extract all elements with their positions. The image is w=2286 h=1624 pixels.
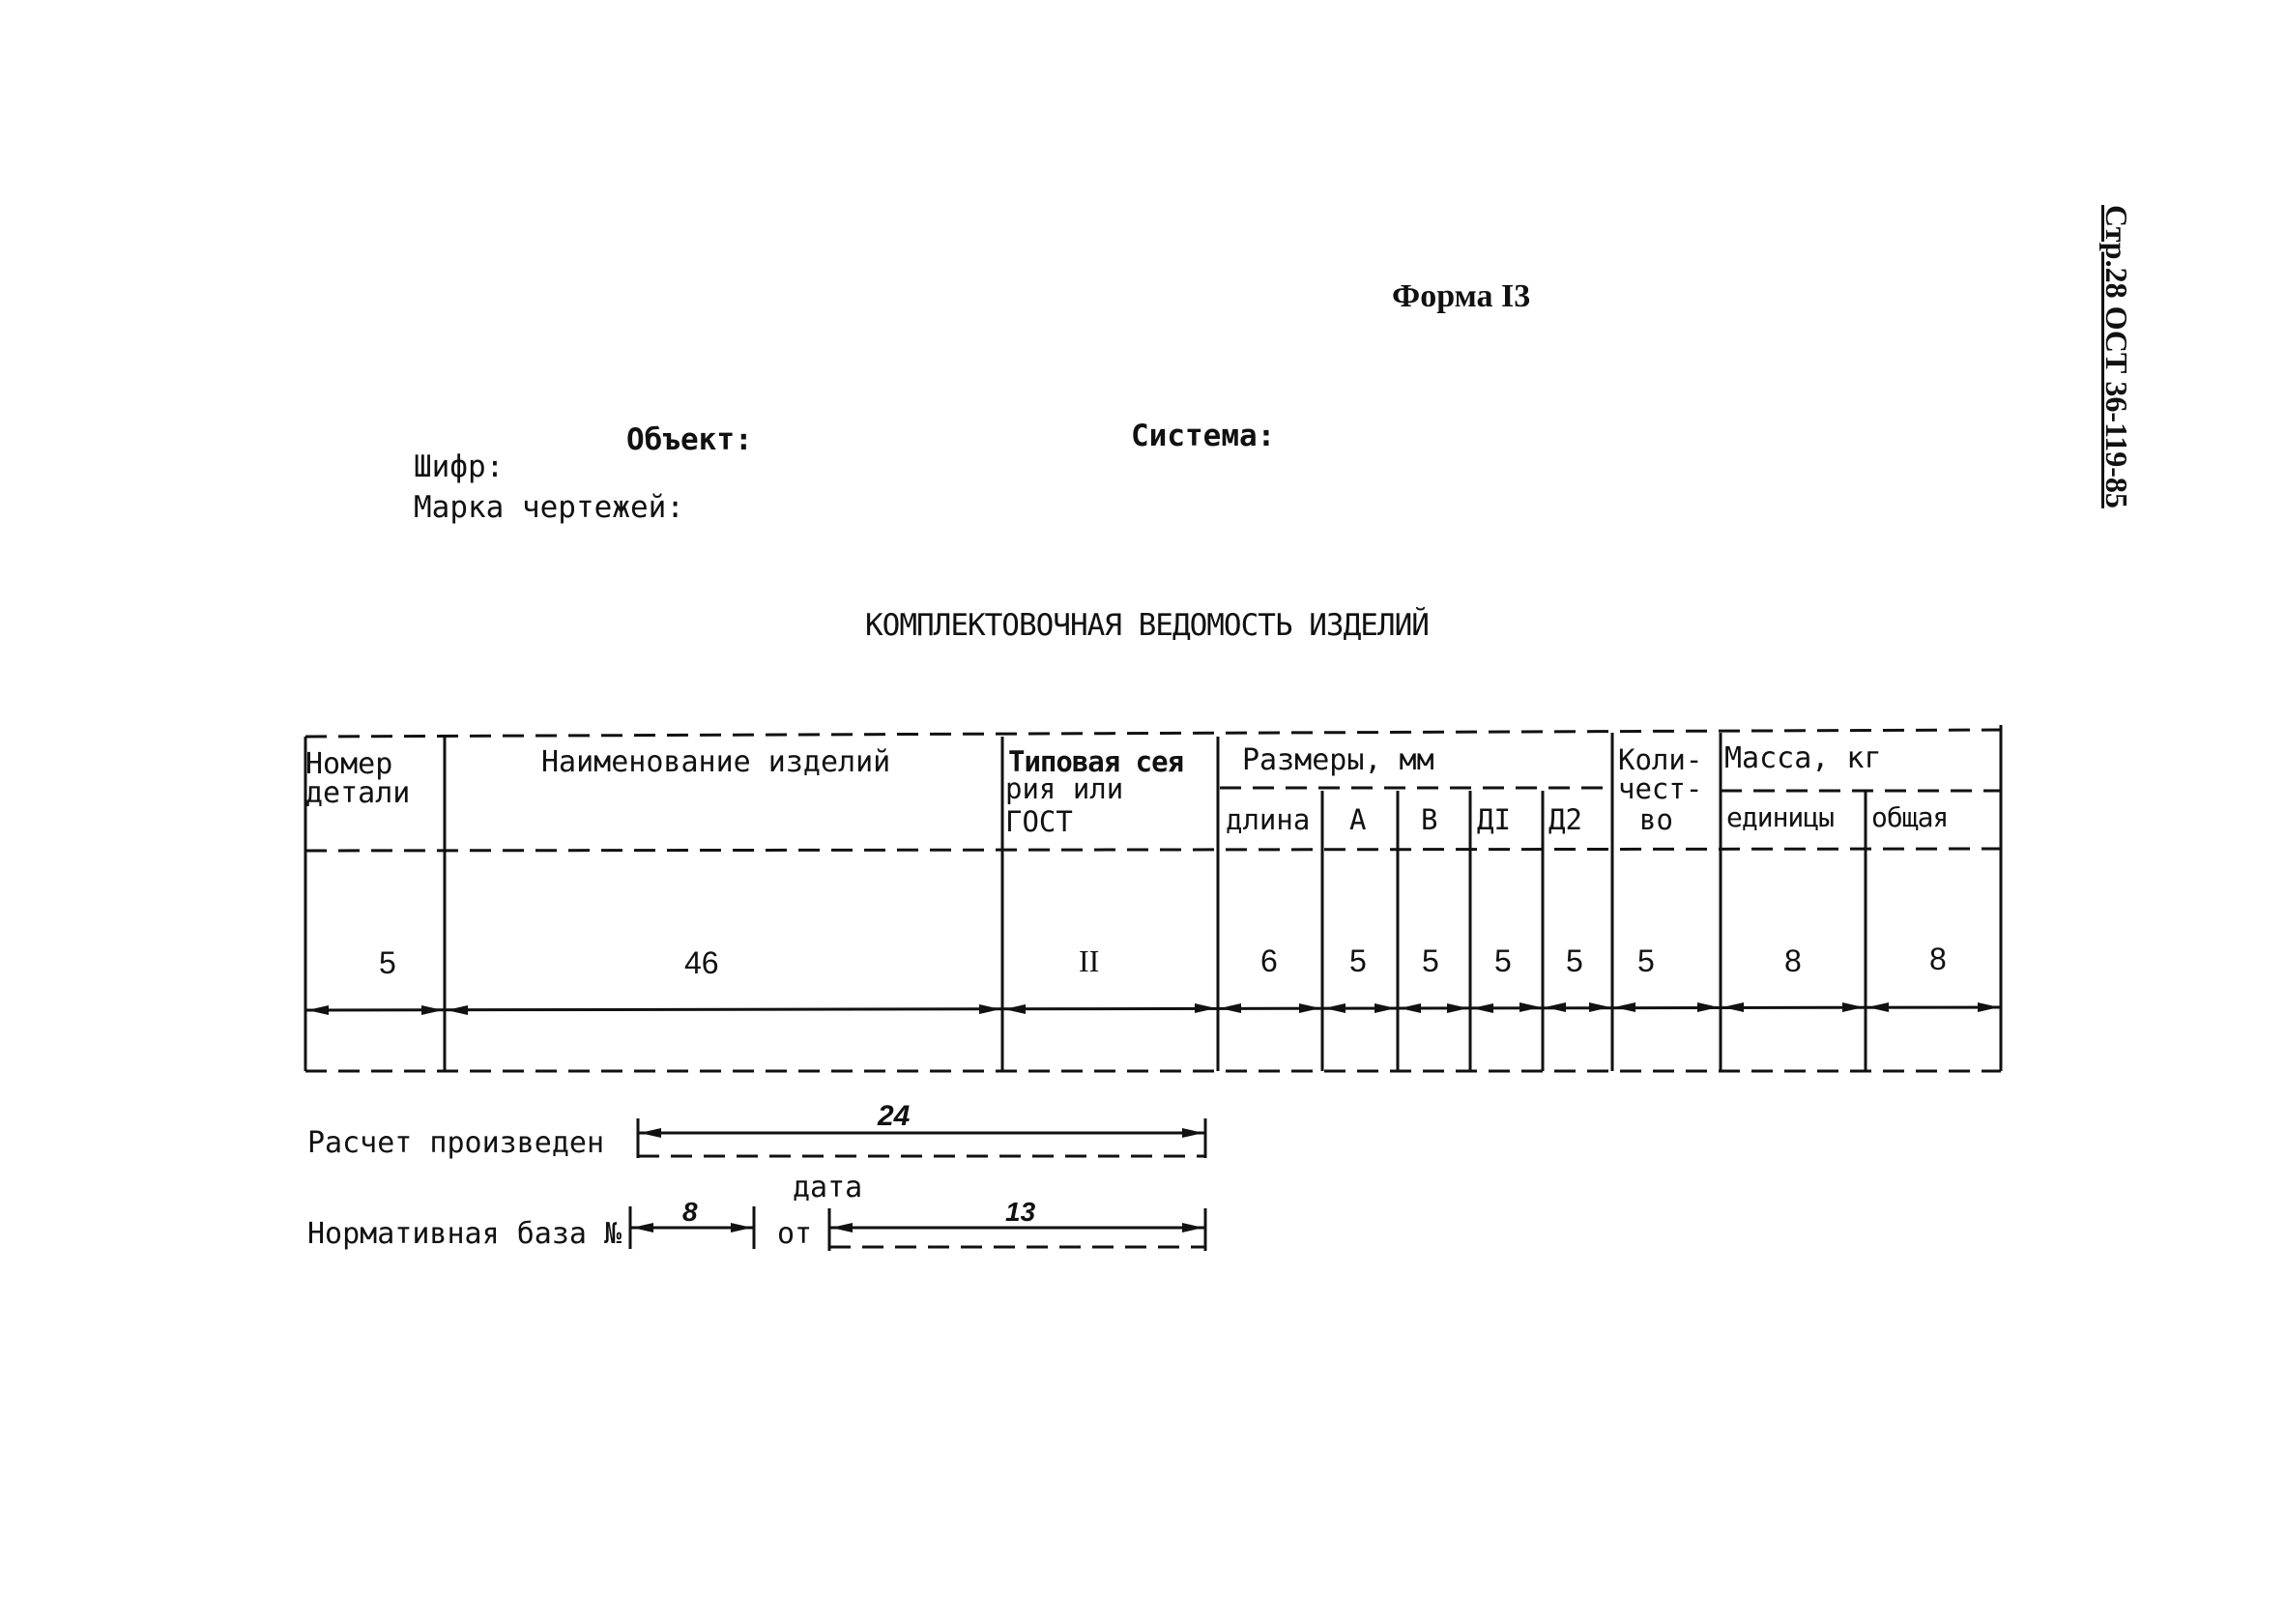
header-part-number-1: Номер [305,747,393,781]
object-label: Объект: [626,422,753,457]
header-a: А [1349,803,1367,836]
cipher-label: Шифр: [414,450,505,484]
width-a: 5 [1349,943,1367,978]
header-part-number-2: детали [305,776,411,810]
width-mass-unit: 8 [1784,943,1802,978]
header-length: длина [1226,803,1311,836]
date-label: дата [793,1171,863,1204]
calc-width: 24 [878,1100,911,1132]
header-mass-total: общая [1871,801,1949,833]
page-reference-text: Стр.28 ОСТ 36-119-85 [2099,205,2134,508]
width-qty: 5 [1637,943,1655,978]
header-qty-3: во [1639,803,1673,836]
header-dimensions: Размеры, мм [1242,743,1434,777]
calc-label: Расчет произведен [307,1126,605,1160]
width-part-number: 5 [379,945,396,980]
norm-width: 8 [682,1197,698,1227]
norm-label: Нормативная база № [307,1217,622,1251]
width-series: II [1079,943,1100,978]
header-qty-2: чест- [1618,772,1703,805]
header-mass: Масса, кг [1724,741,1882,775]
width-mass-total: 8 [1929,942,1947,976]
header-d2: Д2 [1548,803,1582,836]
header-b: В [1421,803,1438,836]
width-d2: 5 [1566,943,1583,978]
header-item-name: Наименование изделий [541,745,891,779]
form-label: Форма I3 [1392,278,1531,314]
header-series-2: рия или [1005,772,1124,805]
header-d1: ДI [1477,803,1511,836]
drawing-mark-label: Марка чертежей: [414,490,684,525]
system-label: Система: [1131,419,1276,453]
width-d1: 5 [1494,943,1512,978]
from-width: 13 [1005,1197,1036,1227]
header-qty-1: Коли- [1618,743,1703,776]
from-label: от [777,1217,813,1251]
header-mass-unit: единицы [1726,801,1835,833]
width-item-name: 46 [684,945,719,980]
width-b: 5 [1422,943,1439,978]
header-series-1: Типовая сея [1008,745,1184,778]
document-title: КОМПЛЕКТОВОЧНАЯ ВЕДОМОСТЬ ИЗДЕЛИЙ [865,608,1429,643]
header-series-3: ГОСТ [1005,805,1073,838]
width-length: 6 [1260,943,1278,978]
